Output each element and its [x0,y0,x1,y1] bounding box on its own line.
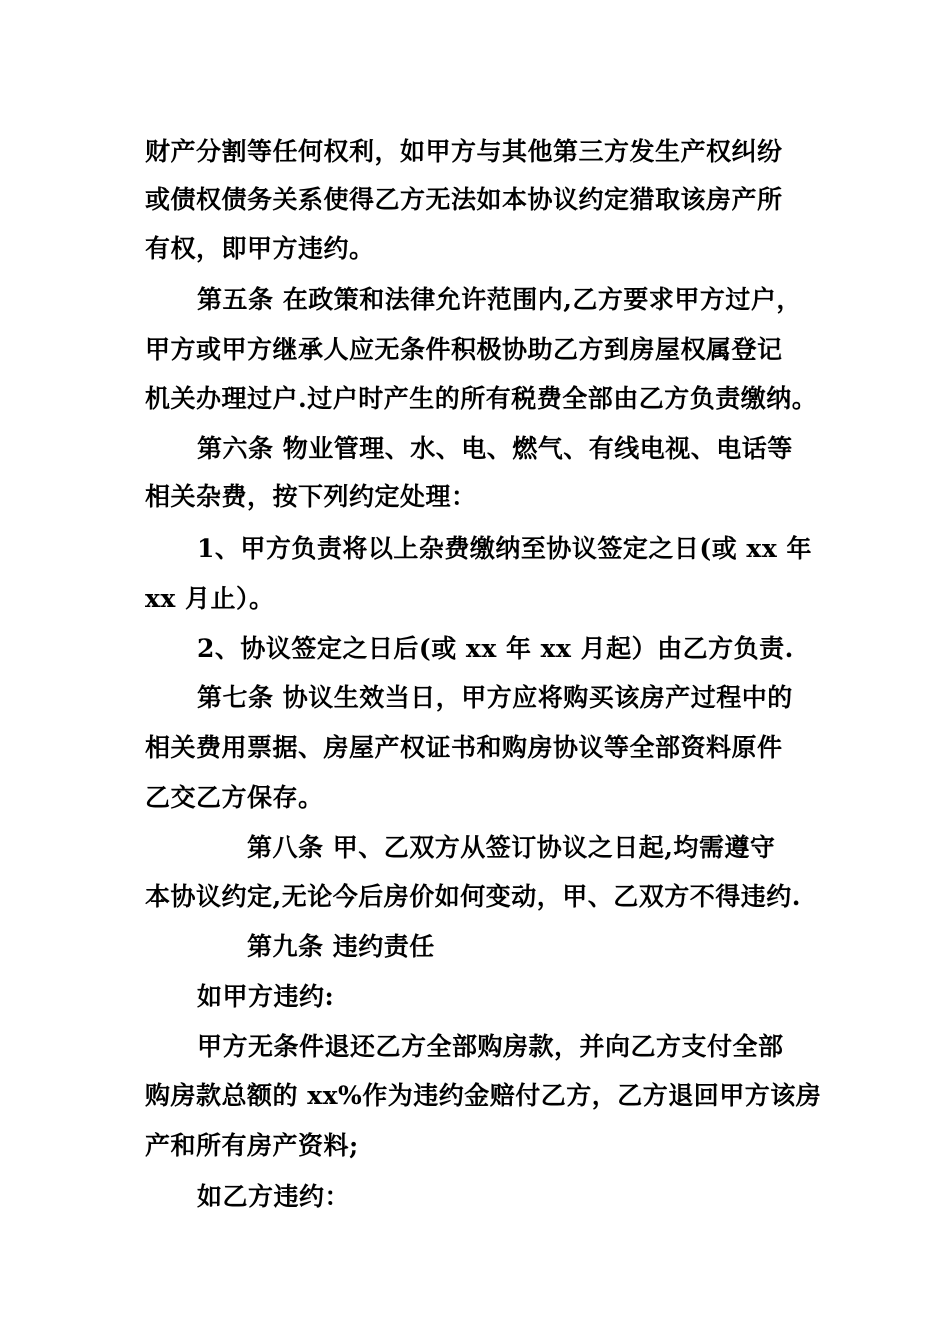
paragraph-line: 甲方或甲方继承人应无条件积极协助乙方到房屋权属登记 [145,335,783,364]
paragraph-line: 产和所有房产资料; [145,1131,359,1160]
article-9-heading-line: 第九条 违约责任 [247,932,435,961]
paragraph-line: 相关费用票据、房屋产权证书和购房协议等全部资料原件 [145,733,783,762]
list-item-1-line: 1、甲方负责将以上杂费缴纳至协议签定之日(或 xx 年 [197,534,812,563]
paragraph-line: 购房款总额的 xx%作为违约金赔付乙方，乙方退回甲方该房 [145,1081,822,1110]
article-7-heading-line: 第七条 协议生效当日，甲方应将购买该房产过程中的 [197,683,793,712]
paragraph-line: 本协议约定,无论今后房价如何变动，甲、乙双方不得违约. [145,882,801,911]
paragraph-line: 机关办理过户.过户时产生的所有税费全部由乙方负责缴纳。 [145,384,818,413]
paragraph-line: 相关杂费，按下列约定处理： [145,482,477,511]
article-5-heading-line: 第五条 在政策和法律允许范围内,乙方要求甲方过户， [197,285,802,314]
paragraph-line: 财产分割等任何权利，如甲方与其他第三方发生产权纠纷 [145,137,783,166]
paragraph-line: 乙交乙方保存。 [145,783,324,812]
paragraph-line: xx 月止）。 [145,584,275,613]
article-8-heading-line: 第八条 甲、乙双方从签订协议之日起,均需遵守 [247,833,776,862]
list-item-2-line: 2、协议签定之日后(或 xx 年 xx 月起）由乙方负责. [197,634,794,663]
paragraph-line: 或债权债务关系使得乙方无法如本协议约定猎取该房产所 [145,185,783,214]
paragraph-line: 有权，即甲方违约。 [145,234,375,263]
paragraph-line: 如甲方违约: [197,982,335,1011]
paragraph-line: 如乙方违约： [197,1182,351,1211]
paragraph-line: 甲方无条件退还乙方全部购房款，并向乙方支付全部 [197,1032,784,1061]
article-6-heading-line: 第六条 物业管理、水、电、燃气、有线电视、电话等 [197,434,793,463]
